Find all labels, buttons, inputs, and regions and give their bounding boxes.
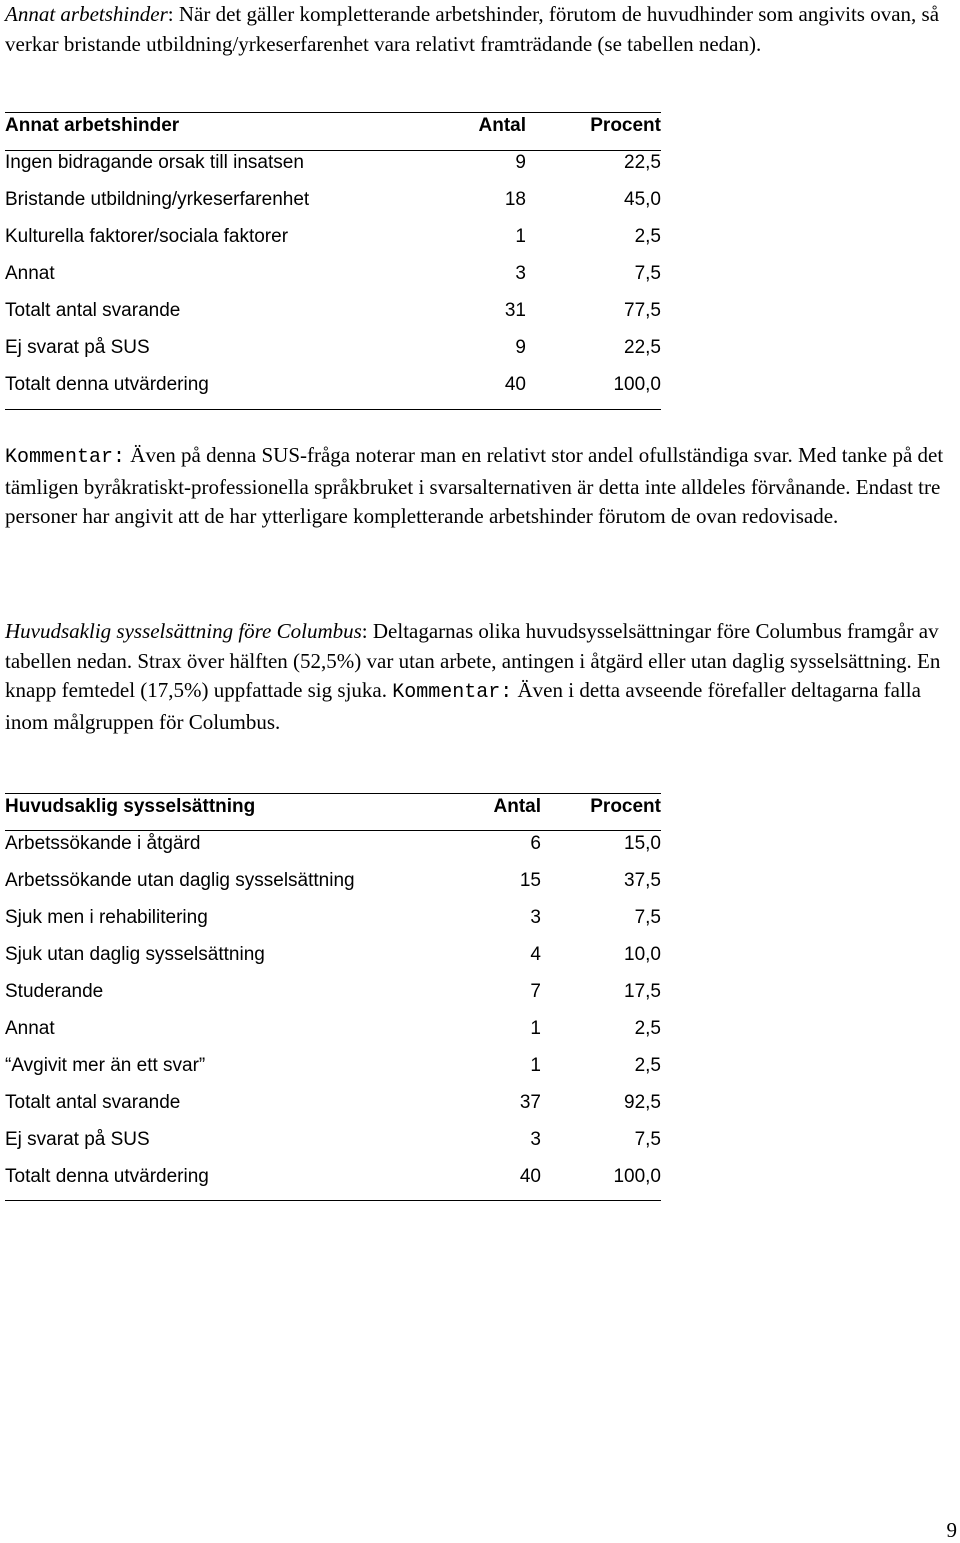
row-antal: 9 — [515, 337, 526, 358]
table-bottom-rule — [5, 1200, 661, 1201]
row-procent: 17,5 — [624, 981, 661, 1002]
header-category: Annat arbetshinder — [5, 115, 180, 136]
table-row — [5, 1128, 661, 1152]
row-label: Ej svarat på SUS — [5, 337, 150, 358]
row-antal: 15 — [519, 870, 541, 891]
header-antal: Antal — [478, 115, 526, 136]
row-procent: 77,5 — [624, 300, 661, 321]
intro-text: : När det gäller kompletterande arbetshinder, förutom de huvudhinder som angivits ovan, så verkar bristande utbildning/yrkeserfarenhet vara relativt framträdande (se tabellen nedan). — [5, 2, 940, 56]
row-antal: 1 — [530, 1018, 541, 1039]
row-antal: 37 — [519, 1092, 541, 1113]
row-antal: 9 — [515, 152, 526, 173]
row-procent: 2,5 — [634, 1055, 661, 1076]
row-label: Studerande — [5, 981, 104, 1002]
comment-label: Kommentar: — [5, 446, 126, 469]
header-procent: Procent — [590, 115, 661, 136]
intro-paragraph — [5, 0, 957, 59]
section-text: : Deltagarnas olika huvudsysselsättningar före Columbus framgår av tabellen nedan. Strax över hälften (52,5%) var utan arbete, antingen i åtgärd eller utan daglig sysselsättning. En knapp femtedel (17,5%) uppfattade sig sjuka. — [5, 619, 941, 702]
table-row — [5, 1054, 661, 1078]
row-label: Totalt antal svarande — [5, 1092, 181, 1113]
row-label: Totalt antal svarande — [5, 300, 181, 321]
row-label: “Avgivit mer än ett svar” — [5, 1055, 206, 1076]
table-row — [5, 336, 661, 360]
table-row — [5, 262, 661, 286]
row-procent: 92,5 — [624, 1092, 661, 1113]
table-row — [5, 1165, 661, 1189]
row-label: Annat — [5, 1018, 55, 1039]
row-label: Annat — [5, 263, 55, 284]
table-bottom-rule — [5, 409, 661, 410]
row-antal: 7 — [530, 981, 541, 1002]
row-procent: 7,5 — [634, 263, 661, 284]
row-procent: 45,0 — [624, 189, 661, 210]
table-top-rule — [5, 112, 661, 113]
row-label: Kulturella faktorer/sociala faktorer — [5, 226, 289, 247]
row-antal: 40 — [519, 1166, 541, 1187]
table-header-rule — [5, 830, 661, 831]
row-procent: 7,5 — [634, 907, 661, 928]
table-row — [5, 906, 661, 930]
row-antal: 3 — [515, 263, 526, 284]
row-antal: 4 — [530, 944, 541, 965]
row-antal: 18 — [504, 189, 526, 210]
table-top-rule — [5, 793, 661, 794]
table-row — [5, 188, 661, 212]
intro-title: Annat arbetshinder — [5, 2, 168, 26]
row-antal: 3 — [530, 907, 541, 928]
table-row — [5, 832, 661, 856]
row-label: Arbetssökande utan daglig sysselsättning — [5, 870, 355, 891]
header-antal: Antal — [493, 796, 541, 817]
row-label: Sjuk utan daglig sysselsättning — [5, 944, 265, 965]
table-header-row — [5, 114, 661, 138]
table-row — [5, 225, 661, 249]
row-procent: 22,5 — [624, 152, 661, 173]
table-row — [5, 373, 661, 397]
row-antal: 40 — [504, 374, 526, 395]
row-antal: 31 — [504, 300, 526, 321]
table-header-row — [5, 795, 661, 819]
row-procent: 100,0 — [613, 1166, 661, 1187]
row-label: Ingen bidragande orsak till insatsen — [5, 152, 304, 173]
row-procent: 22,5 — [624, 337, 661, 358]
comment-text: Även på denna SUS-fråga noterar man en relativt stor andel ofullständiga svar. Med tanke på det tämligen byråkratiskt-professionella språkbruket i svarsalternativen är detta inte alldeles förvånande. Endast tre personer har angivit att de har ytterligare kompletterande arbetshinder förutom de ovan redovisade. — [5, 443, 944, 528]
page-number: 9 — [946, 1518, 957, 1542]
row-antal: 1 — [515, 226, 526, 247]
table-row — [5, 943, 661, 967]
row-antal: 1 — [530, 1055, 541, 1076]
row-label: Totalt denna utvärdering — [5, 1166, 209, 1187]
table-row — [5, 151, 661, 175]
row-antal: 6 — [530, 833, 541, 854]
header-category: Huvudsaklig sysselsättning — [5, 796, 256, 817]
row-label: Arbetssökande i åtgärd — [5, 833, 201, 854]
table-row — [5, 980, 661, 1004]
row-label: Sjuk men i rehabilitering — [5, 907, 208, 928]
row-procent: 100,0 — [613, 374, 661, 395]
row-procent: 37,5 — [624, 870, 661, 891]
header-procent: Procent — [590, 796, 661, 817]
section-comment-text: Även i detta avseende förefaller deltagarna falla inom målgruppen för Columbus. — [5, 678, 921, 734]
section-title: Huvudsaklig sysselsättning före Columbus — [5, 619, 362, 643]
section-comment-label: Kommentar: — [392, 681, 513, 704]
row-procent: 2,5 — [634, 1018, 661, 1039]
row-procent: 2,5 — [634, 226, 661, 247]
table-row — [5, 299, 661, 323]
table-row — [5, 1017, 661, 1041]
table-row — [5, 869, 661, 893]
row-procent: 7,5 — [634, 1129, 661, 1150]
row-label: Totalt denna utvärdering — [5, 374, 209, 395]
row-antal: 3 — [530, 1129, 541, 1150]
table-row — [5, 1091, 661, 1115]
row-label: Ej svarat på SUS — [5, 1129, 150, 1150]
row-procent: 15,0 — [624, 833, 661, 854]
comment-paragraph — [5, 441, 957, 532]
row-label: Bristande utbildning/yrkeserfarenhet — [5, 189, 310, 210]
row-procent: 10,0 — [624, 944, 661, 965]
section-paragraph — [5, 617, 957, 737]
